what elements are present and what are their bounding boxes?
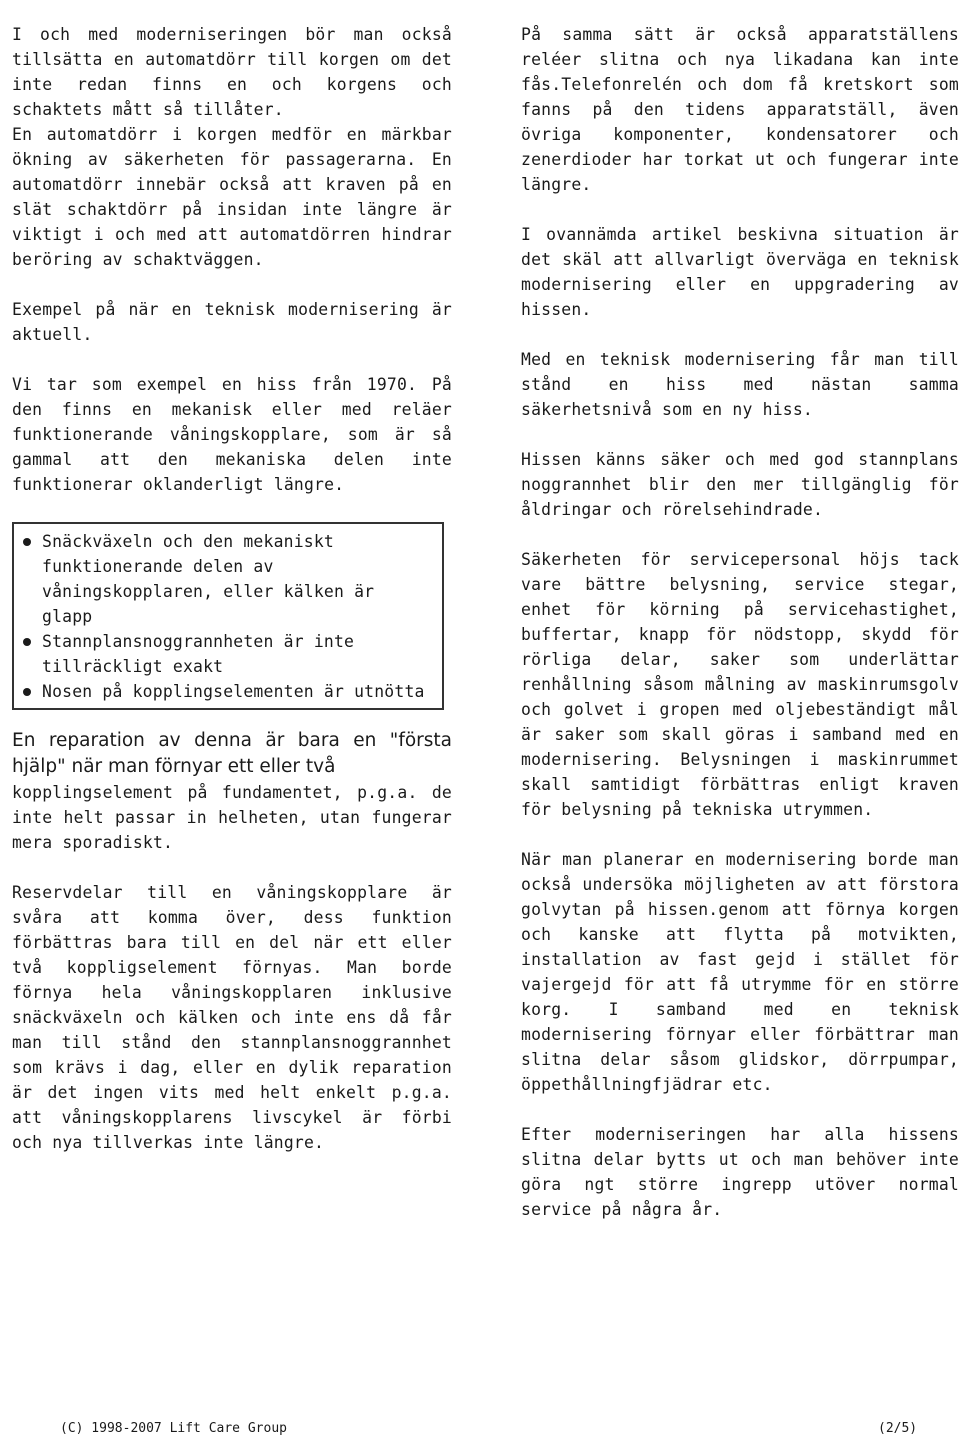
paragraph-service-safety: Säkerheten för servicepersonal höjs tack vare bättre belysning, service stegar, enhet för körning på servicehastighet, buffertar, knapp för nödstopp, skydd för rörliga delar, saker som underlättar renhållning såsom målning av maskinrumsgolv och golvet i gropen med oljebeständigt mål är saker som skall göras i samband med en modernisering. Belysningen i maskinrummet skall samtidigt förbättras enligt kraven för belysning på tekniska utrymmen. <box>521 550 959 819</box>
paragraph-first-aid: En reparation av denna är bara en "första hjälp" när man förnyar ett eller två <box>12 730 452 777</box>
paragraph-automatic-door-intro: I och med moderniseringen bör man också tillsätta en automatdörr till korgen om det inte redan finns en och korgens och schaktets mått så tillåter. <box>12 25 452 119</box>
copyright-text: (C) 1998-2007 Lift Care Group <box>60 1421 287 1436</box>
page-number: (2/5) <box>878 1421 918 1436</box>
paragraph-example-heading: Exempel på när en teknisk modernisering är aktuell. <box>12 300 452 344</box>
paragraph-planning: När man planerar en modernisering borde man också undersöka möjligheten av att förstora golvytan på hissen.genom att förnya korgen och kanske att flytta på motvikten, installation av fast gejd i stället för vajergejd för att få utrymme för en större korg. I samband med en teknisk modernisering förnyar eller förbättrar man slitna delar såsom glidskor, dörrpumpar, öppethållningfjädrar etc. <box>521 850 959 1094</box>
paragraph-after-modernization: Efter moderniseringen har alla hissens slitna delar bytts ut och man behöver inte göra ngt större ingrepp utöver normal service på några år. <box>521 1125 959 1219</box>
problem-list-box <box>12 522 444 710</box>
bullet-icon <box>23 538 31 546</box>
paragraph-coupling-elements: kopplingselement på fundamentet, p.g.a. de inte helt passar in helheten, utan fungerar mera sporadiskt. <box>12 783 452 852</box>
paragraph-example-1970: Vi tar som exempel en hiss från 1970. På den finns en mekanisk eller med reläer funktionerande våningskopplare, som är så gammal att den mekaniska delen inte funktionerar oklanderligt längre. <box>12 375 452 494</box>
paragraph-safety-level: Med en teknisk modernisering får man till stånd en hiss med nästan samma säkerhetsnivå som en ny hiss. <box>521 350 959 419</box>
list-item: Nosen på kopplingselementen är utnötta <box>22 679 434 704</box>
list-item: Stannplansnoggrannheten är inte tillräckligt exakt <box>22 629 434 679</box>
bullet-icon <box>23 688 31 696</box>
left-column <box>12 22 452 1155</box>
paragraph-relays: På samma sätt är också apparatställens reléer slitna och nya likadana kan inte fås.Telefonrelén och dom få kretskort som fanns på den tidens apparatställ, även övriga komponenter, kondensatorer och zenerdioder har torkat ut och fungerar inte längre. <box>521 25 959 194</box>
paragraph-accessibility: Hissen känns säker och med god stannplans noggrannhet blir den mer tillgänglig för åldringar och rörelsehindrade. <box>521 450 959 519</box>
right-column <box>521 22 959 1222</box>
paragraph-consider-modernization: I ovannämda artikel beskivna situation är det skäl att allvarligt överväga en teknisk modernisering eller en uppgradering av hissen. <box>521 225 959 319</box>
paragraph-spare-parts: Reservdelar till en våningskopplare är svåra att komma över, dess funktion förbättras bara till en del när ett eller två koppligselement förnyas. Man borde förnya hela våningskopplaren inklusive snäckväxeln och kälken och inte ens då får man till stånd den stannplansnoggrannhet som krävs i dag, eller en dylik reparation är det ingen vits med helt enkelt p.g.a. att våningskopplarens livscykel är förbi och nya tillverkas inte längre. <box>12 883 452 1152</box>
list-item: Snäckväxeln och den mekaniskt funktionerande delen av våningskopplaren, eller kälken är glapp <box>22 529 434 629</box>
paragraph-automatic-door-safety: En automatdörr i korgen medför en märkbar ökning av säkerheten för passagerarna. En automatdörr innebär också att kraven på en slät schaktdörr på insidan inte längre är viktigt i och med att automatdörren hindrar beröring av schaktväggen. <box>12 125 452 269</box>
bullet-icon <box>23 638 31 646</box>
